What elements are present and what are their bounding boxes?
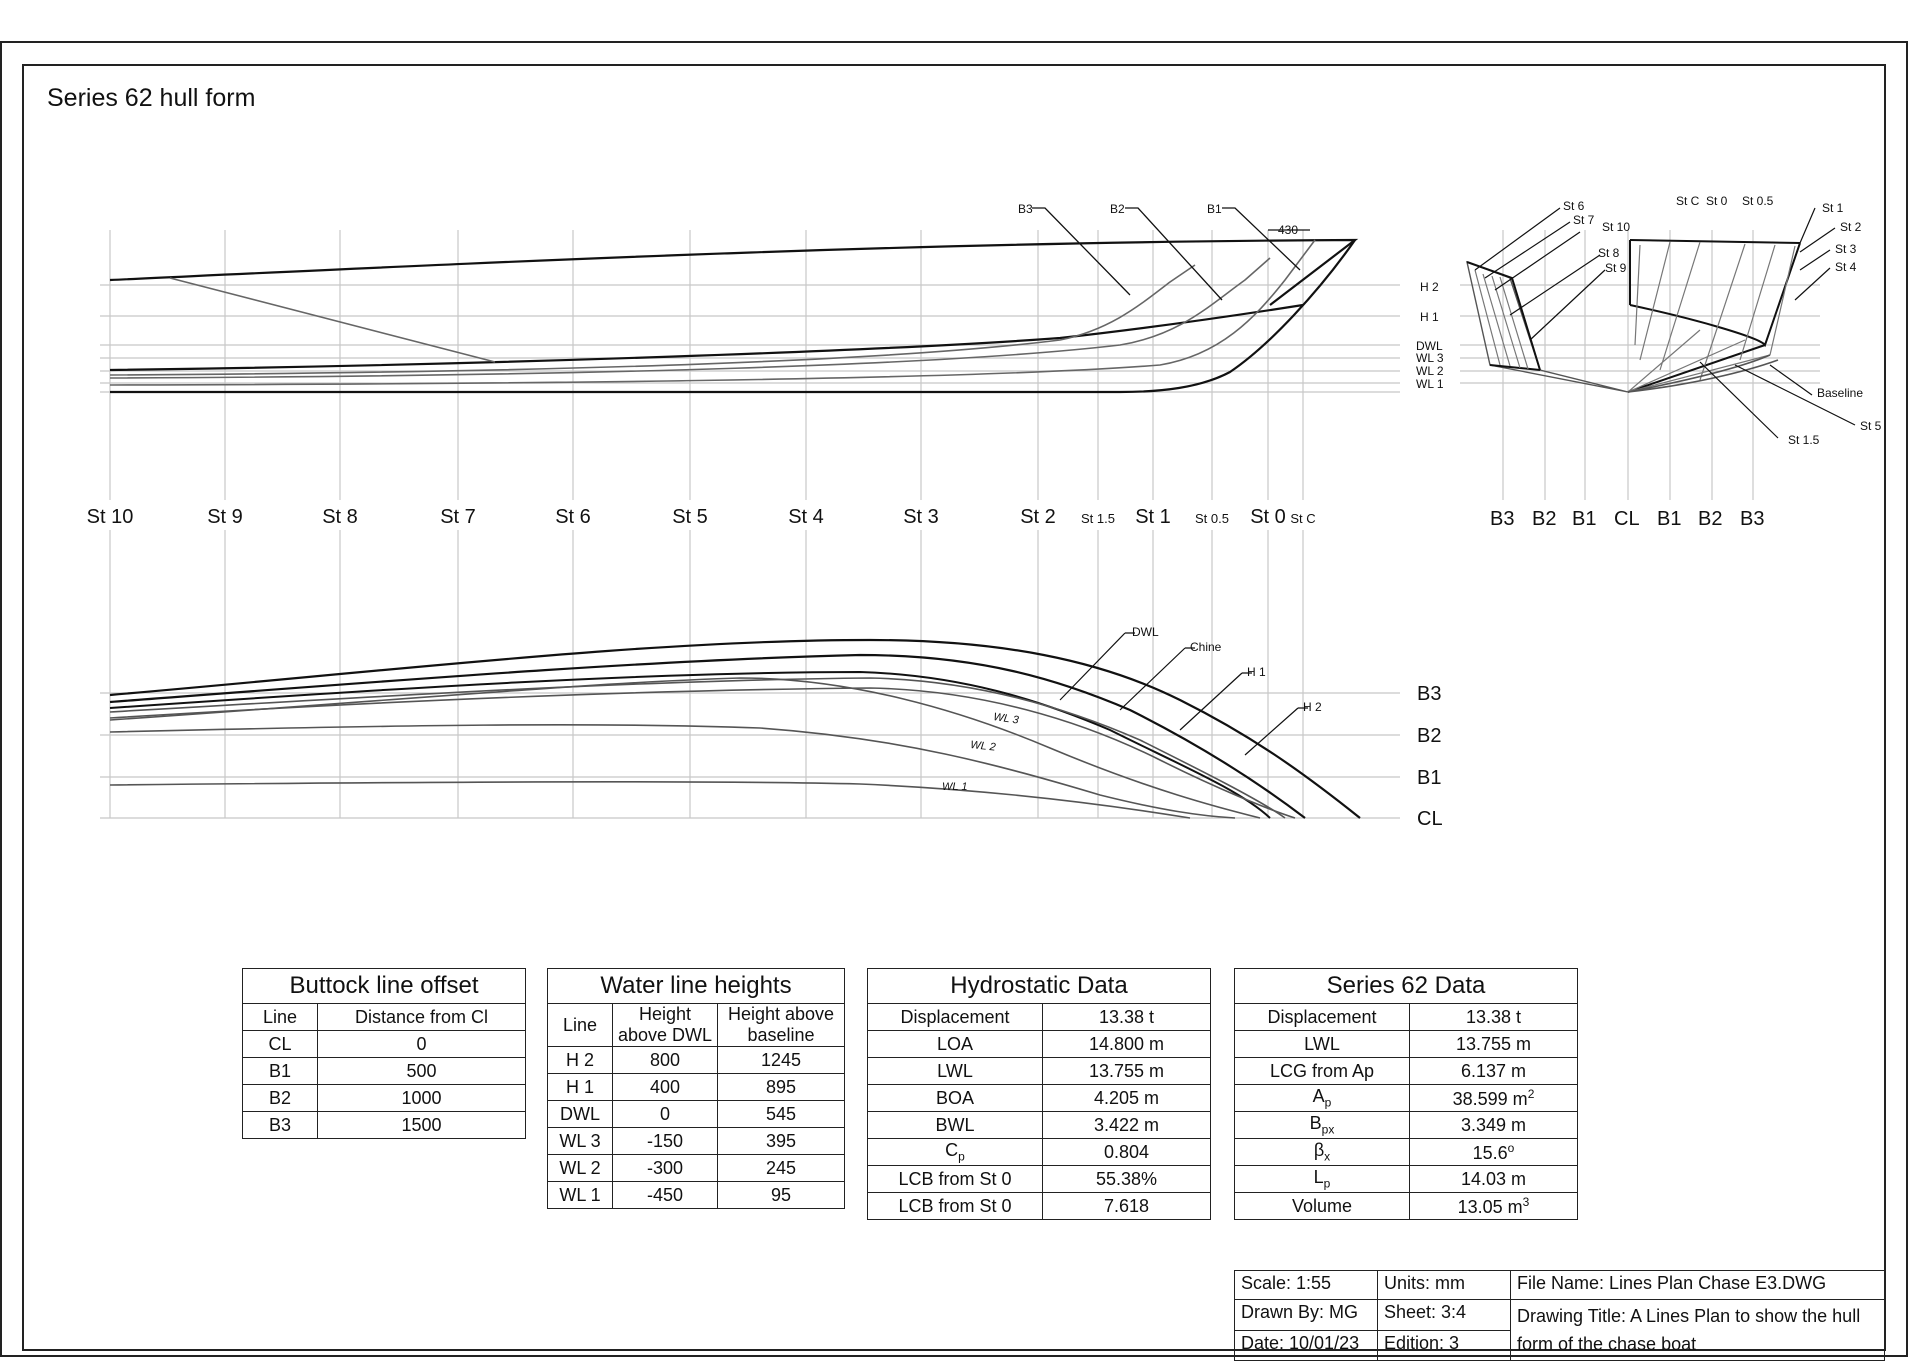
station-callout: St 4 xyxy=(1835,260,1857,274)
table-cell xyxy=(1410,1085,1578,1112)
body-plan-label: B2 xyxy=(1532,508,1557,530)
plan-wl3 xyxy=(110,678,1260,818)
table-cell: WL 1 xyxy=(548,1182,613,1209)
table-row xyxy=(548,1155,845,1182)
table-cell: H 2 xyxy=(548,1047,613,1074)
row-value-superscript: o xyxy=(1507,1140,1515,1155)
table-cell xyxy=(1043,1031,1211,1058)
table-cell xyxy=(1410,1058,1578,1085)
table-cell: 1000 xyxy=(318,1085,526,1112)
table-row xyxy=(868,1193,1211,1220)
table-row xyxy=(243,1031,526,1058)
row-label: LWL xyxy=(1304,1033,1340,1054)
row-label: LCB from St 0 xyxy=(898,1195,1012,1216)
row-value: 14.03 m xyxy=(1460,1168,1527,1189)
row-label: LCB from St 0 xyxy=(898,1168,1012,1189)
table-row xyxy=(868,1004,1211,1031)
table-cell xyxy=(1410,1004,1578,1031)
table-cell xyxy=(1410,1193,1578,1220)
buttock-offset-table xyxy=(242,968,526,1139)
aft-sections xyxy=(1467,262,1628,392)
plan-wl1 xyxy=(110,782,1190,818)
table-row xyxy=(243,1085,526,1112)
table-row xyxy=(1235,1193,1578,1220)
plan-buttock-label: B1 xyxy=(1417,767,1442,789)
station-label: St 9 xyxy=(207,506,243,528)
body-plan-label: B3 xyxy=(1740,508,1765,530)
row-label: Volume xyxy=(1291,1195,1353,1216)
row-value: 15.6 xyxy=(1472,1142,1508,1163)
row-value: 6.137 m xyxy=(1460,1060,1527,1081)
plan-inline-label: WL 3 xyxy=(992,711,1020,727)
waterline-label: DWL xyxy=(1416,339,1443,353)
table-row xyxy=(243,1112,526,1139)
drawing-title: Series 62 hull form xyxy=(47,84,256,112)
table-cell: 500 xyxy=(318,1058,526,1085)
row-value: 13.755 m xyxy=(1088,1060,1165,1081)
row-value: 3.422 m xyxy=(1093,1114,1160,1135)
table-row xyxy=(868,1139,1211,1166)
row-label-subscript: p xyxy=(958,1149,965,1164)
plan-curve-label: H 1 xyxy=(1247,665,1266,679)
table-row xyxy=(548,1101,845,1128)
plan-buttock-label: B2 xyxy=(1417,725,1442,747)
table-cell xyxy=(1235,1004,1410,1031)
row-label: C xyxy=(945,1140,959,1161)
station-callout: St 7 xyxy=(1573,213,1595,227)
row-label: BWL xyxy=(935,1114,975,1135)
profile-view xyxy=(100,202,1444,500)
column-header: Line xyxy=(548,1004,613,1047)
body-plan-label: CL xyxy=(1614,508,1640,530)
table-cell: CL xyxy=(243,1031,318,1058)
station-labels xyxy=(87,506,1316,528)
table-row xyxy=(868,1166,1211,1193)
buttock-label: B3 xyxy=(1018,202,1033,216)
station-callout: St 9 xyxy=(1605,261,1627,275)
table-cell xyxy=(868,1058,1043,1085)
table-cell xyxy=(868,1031,1043,1058)
table-row xyxy=(548,1128,845,1155)
row-label: LCG from Ap xyxy=(1269,1060,1375,1081)
plan-inline-label: WL 2 xyxy=(969,739,997,754)
plan-deck-edge xyxy=(110,640,1360,818)
title-block-units: Units: mm xyxy=(1378,1271,1511,1300)
table-row xyxy=(868,1031,1211,1058)
table-cell: 1500 xyxy=(318,1112,526,1139)
table-cell xyxy=(1043,1139,1211,1166)
column-header: Height above DWL xyxy=(613,1004,718,1047)
fwd-deck-line xyxy=(1630,240,1800,243)
table-cell xyxy=(1235,1112,1410,1139)
station-callout: St 10 xyxy=(1602,220,1631,234)
station-callout: St 1.5 xyxy=(1788,433,1820,447)
station-label: St 1.5 xyxy=(1081,511,1115,526)
plan-curve-label: DWL xyxy=(1132,625,1159,639)
row-label: Displacement xyxy=(1267,1006,1377,1027)
title-block-sheet: Sheet: 3:4 xyxy=(1378,1300,1511,1331)
table-cell: 545 xyxy=(718,1101,845,1128)
waterline-label: WL 2 xyxy=(1416,364,1444,378)
table-cell xyxy=(1043,1004,1211,1031)
table-row xyxy=(1235,1139,1578,1166)
station-label: St 2 xyxy=(1020,506,1056,528)
station-label: St 8 xyxy=(322,506,358,528)
plan-view xyxy=(100,530,1443,830)
plan-inline-label: WL 1 xyxy=(942,781,968,793)
station-label: St C xyxy=(1290,511,1316,526)
row-value: 4.205 m xyxy=(1093,1087,1160,1108)
row-label-subscript: x xyxy=(1324,1149,1331,1164)
table-cell xyxy=(868,1193,1043,1220)
table-caption: Water line heights xyxy=(548,969,845,1004)
table-row xyxy=(868,1058,1211,1085)
station-callout: St C xyxy=(1676,194,1700,208)
title-block-edition: Edition: 3 xyxy=(1378,1330,1511,1361)
row-value: 7.618 xyxy=(1103,1195,1150,1216)
body-plan-label: B2 xyxy=(1698,508,1723,530)
table-cell: 0 xyxy=(613,1101,718,1128)
station-label: St 6 xyxy=(555,506,591,528)
table-cell: 400 xyxy=(613,1074,718,1101)
column-header: Height above baseline xyxy=(718,1004,845,1047)
table-row xyxy=(1235,1058,1578,1085)
table-cell xyxy=(868,1166,1043,1193)
title-block xyxy=(1234,1270,1885,1361)
table-row xyxy=(1235,1085,1578,1112)
station-callout: St 3 xyxy=(1835,242,1857,256)
row-value: 55.38% xyxy=(1095,1168,1158,1189)
title-block-drawing-title: Drawing Title: A Lines Plan to show the hull form of the chase boat xyxy=(1511,1300,1885,1361)
buttock-leader-b1 xyxy=(1222,208,1300,270)
table-cell xyxy=(1043,1058,1211,1085)
station-callout: St 0.5 xyxy=(1742,194,1774,208)
table-cell: 245 xyxy=(718,1155,845,1182)
table-caption: Series 62 Data xyxy=(1235,969,1578,1004)
table-cell xyxy=(1235,1031,1410,1058)
table-row xyxy=(548,1074,845,1101)
table-caption: Hydrostatic Data xyxy=(868,969,1211,1004)
table-cell: B1 xyxy=(243,1058,318,1085)
row-value: 13.38 t xyxy=(1465,1006,1522,1027)
table-cell: 895 xyxy=(718,1074,845,1101)
row-label: A xyxy=(1312,1086,1325,1107)
table-cell: H 1 xyxy=(548,1074,613,1101)
station-label: St 4 xyxy=(788,506,824,528)
table-row xyxy=(1235,1004,1578,1031)
body-plan xyxy=(1460,194,1882,530)
profile-station-grid xyxy=(110,230,1303,500)
table-row xyxy=(1235,1031,1578,1058)
table-cell: 395 xyxy=(718,1128,845,1155)
row-value: 3.349 m xyxy=(1460,1114,1527,1135)
table-cell xyxy=(1410,1031,1578,1058)
table-cell xyxy=(1410,1166,1578,1193)
table-row xyxy=(868,1112,1211,1139)
table-cell xyxy=(1043,1166,1211,1193)
table-row xyxy=(868,1085,1211,1112)
row-value: 13.755 m xyxy=(1455,1033,1532,1054)
row-label-subscript: p xyxy=(1324,1095,1332,1110)
station-label: St 1 xyxy=(1135,506,1171,528)
table-cell: 95 xyxy=(718,1182,845,1209)
waterline-heights-table xyxy=(547,968,845,1209)
table-cell: B3 xyxy=(243,1112,318,1139)
row-value: 0.804 xyxy=(1103,1141,1150,1162)
buttock-label: B2 xyxy=(1110,202,1125,216)
title-block-file-name: File Name: Lines Plan Chase E3.DWG xyxy=(1511,1271,1885,1300)
row-label-subscript: p xyxy=(1323,1176,1331,1191)
table-cell: -300 xyxy=(613,1155,718,1182)
waterline-label: H 1 xyxy=(1420,310,1439,324)
table-cell xyxy=(1043,1193,1211,1220)
row-value: 38.599 m xyxy=(1452,1088,1528,1109)
plan-curve-label: Chine xyxy=(1190,640,1222,654)
table-row xyxy=(1235,1112,1578,1139)
row-value: 13.38 t xyxy=(1098,1006,1155,1027)
title-block-drawn-by: Drawn By: MG xyxy=(1235,1300,1378,1331)
title-block-date: Date: 10/01/23 xyxy=(1235,1330,1378,1361)
station-callout: St 1 xyxy=(1822,201,1844,215)
table-row xyxy=(1235,1166,1578,1193)
table-row xyxy=(243,1058,526,1085)
table-cell xyxy=(1235,1139,1410,1166)
title-block-scale: Scale: 1:55 xyxy=(1235,1271,1378,1300)
table-cell: WL 3 xyxy=(548,1128,613,1155)
table-cell xyxy=(868,1085,1043,1112)
row-label: B xyxy=(1309,1113,1322,1134)
table-row xyxy=(548,1182,845,1209)
station-callout: St 5 xyxy=(1860,419,1882,433)
station-label: St 0.5 xyxy=(1195,511,1229,526)
plan-buttock-label: B3 xyxy=(1417,683,1442,705)
row-value: 13.05 m xyxy=(1457,1196,1523,1217)
body-plan-label: B3 xyxy=(1490,508,1515,530)
plan-buttock-label: CL xyxy=(1417,808,1443,830)
table-row xyxy=(548,1047,845,1074)
table-cell: DWL xyxy=(548,1101,613,1128)
table-cell: 1245 xyxy=(718,1047,845,1074)
sheer-line xyxy=(110,240,1355,305)
station-label: St 3 xyxy=(903,506,939,528)
dimension-value: 430 xyxy=(1278,223,1299,237)
table-cell xyxy=(1043,1085,1211,1112)
table-cell xyxy=(1410,1112,1578,1139)
plan-wl2 xyxy=(110,725,1235,818)
row-value-superscript: 2 xyxy=(1527,1086,1535,1101)
table-cell xyxy=(1235,1193,1410,1220)
baseline-label: Baseline xyxy=(1817,386,1864,400)
station-callout: St 6 xyxy=(1563,199,1585,213)
table-cell: -150 xyxy=(613,1128,718,1155)
waterline-label: H 2 xyxy=(1420,280,1439,294)
table-cell: WL 2 xyxy=(548,1155,613,1182)
station-label: St 10 xyxy=(86,506,134,528)
table-cell xyxy=(1235,1166,1410,1193)
table-caption: Buttock line offset xyxy=(243,969,526,1004)
table-cell: 800 xyxy=(613,1047,718,1074)
station-callout: St 0 xyxy=(1706,194,1728,208)
table-cell xyxy=(1043,1112,1211,1139)
series62-data-table xyxy=(1234,968,1578,1220)
profile-waterline-grid xyxy=(100,285,1400,392)
table-cell xyxy=(868,1112,1043,1139)
buttock-leader-b3 xyxy=(1032,208,1130,295)
buttock-leader-b2 xyxy=(1125,208,1222,300)
body-plan-label: B1 xyxy=(1657,508,1682,530)
table-cell: B2 xyxy=(243,1085,318,1112)
row-label: L xyxy=(1313,1167,1324,1188)
column-header: Distance from Cl xyxy=(318,1004,526,1031)
row-label: LWL xyxy=(937,1060,973,1081)
row-label: β xyxy=(1313,1140,1325,1161)
table-cell xyxy=(1410,1139,1578,1166)
column-header: Line xyxy=(243,1004,318,1031)
hydrostatic-data-table xyxy=(867,968,1211,1220)
row-label-subscript: px xyxy=(1321,1122,1335,1137)
station-label: St 7 xyxy=(440,506,476,528)
waterline-label: WL 1 xyxy=(1416,377,1444,391)
station-label: St 0 xyxy=(1250,506,1286,528)
table-cell xyxy=(868,1004,1043,1031)
table-cell: 0 xyxy=(318,1031,526,1058)
table-cell xyxy=(868,1139,1043,1166)
row-value-superscript: 3 xyxy=(1522,1194,1530,1209)
buttock-label: B1 xyxy=(1207,202,1222,216)
plan-curve-label: H 2 xyxy=(1303,700,1322,714)
waterline-label: WL 3 xyxy=(1416,351,1444,365)
row-value: 14.800 m xyxy=(1088,1033,1165,1054)
body-plan-grid xyxy=(1460,230,1820,500)
table-cell: -450 xyxy=(613,1182,718,1209)
table-cell xyxy=(1235,1085,1410,1112)
station-callout: St 8 xyxy=(1598,246,1620,260)
row-label: BOA xyxy=(935,1087,974,1108)
table-cell xyxy=(1235,1058,1410,1085)
row-label: LOA xyxy=(936,1033,974,1054)
transom-diagonal xyxy=(170,278,495,362)
row-label: Displacement xyxy=(900,1006,1010,1027)
station-callout: St 2 xyxy=(1840,220,1862,234)
body-plan-label: B1 xyxy=(1572,508,1597,530)
station-label: St 5 xyxy=(672,506,708,528)
